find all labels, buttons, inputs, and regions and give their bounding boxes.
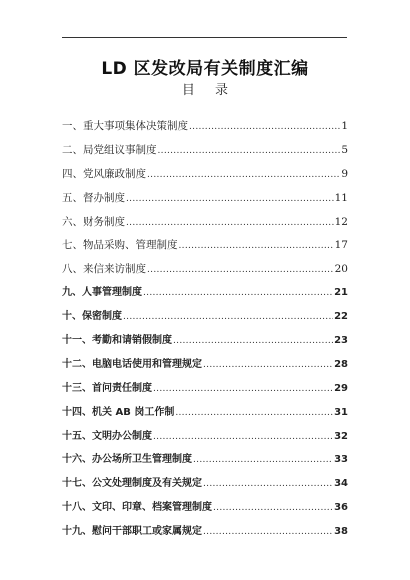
toc-entry-label: 十三、首问责任制度	[62, 382, 152, 394]
toc-entry[interactable]	[62, 452, 348, 476]
toc-entry-page: 1	[341, 120, 348, 132]
toc-entry-page: 12	[334, 215, 348, 228]
toc-entry-label: 十六、办公场所卫生管理制度	[62, 454, 192, 466]
toc-entry-label: 九、人事管理制度	[62, 287, 142, 299]
toc-leader-dots	[153, 429, 333, 445]
toc-entry-label: 十五、文明办公制度	[62, 430, 152, 442]
toc-entry-page: 36	[334, 502, 348, 514]
toc-leader-dots	[175, 405, 333, 421]
toc-entry-page: 21	[334, 287, 348, 299]
toc-leader-dots	[143, 285, 333, 301]
toc-entry[interactable]	[62, 429, 348, 453]
toc-leader-dots	[173, 333, 333, 349]
toc-leader-dots	[126, 191, 334, 207]
toc-entry[interactable]	[62, 524, 348, 548]
toc-entry-page: 11	[334, 191, 348, 204]
toc-leader-dots	[203, 524, 333, 540]
toc-entry[interactable]	[62, 309, 348, 333]
toc-entry[interactable]	[62, 261, 348, 285]
toc-entry-label: 十七、公文处理制度及有关规定	[62, 478, 202, 490]
toc-leader-dots	[147, 167, 340, 183]
toc-entry-page: 29	[334, 382, 348, 394]
toc-leader-dots	[179, 238, 334, 254]
toc-entry-page: 20	[334, 263, 348, 276]
toc-entry-label: 十、保密制度	[62, 311, 122, 323]
toc-entry[interactable]	[62, 405, 348, 429]
toc-leader-dots	[158, 143, 341, 159]
toc-entry[interactable]	[62, 357, 348, 381]
toc-entry[interactable]	[62, 190, 348, 214]
toc-entry-page: 31	[334, 406, 348, 418]
toc-entry-label: 十八、文印、印章、档案管理制度	[62, 502, 212, 514]
toc-leader-dots	[123, 309, 333, 325]
toc-entry-page: 28	[334, 358, 348, 370]
toc-entry[interactable]	[62, 142, 348, 166]
toc-entry-page: 9	[341, 167, 348, 180]
toc-entry-page: 34	[334, 478, 348, 490]
toc-leader-dots	[147, 262, 334, 278]
toc-entry-label: 六、财务制度	[62, 215, 125, 228]
toc-leader-dots	[203, 357, 333, 373]
toc-entry-page: 32	[334, 430, 348, 442]
toc-entry-label: 十一、考勤和请销假制度	[62, 335, 172, 347]
toc-entry[interactable]	[62, 166, 348, 190]
toc-entry-page: 17	[334, 239, 348, 252]
toc-entry-label: 七、物品采购、管理制度	[62, 239, 178, 252]
toc-entry-page: 5	[341, 143, 348, 156]
toc-entry-page: 23	[334, 335, 348, 347]
toc-entry-label: 二、局党组议事制度	[62, 143, 157, 156]
toc-leader-dots	[126, 215, 334, 231]
table-of-contents	[62, 118, 348, 548]
toc-leader-dots	[153, 381, 333, 397]
toc-entry[interactable]	[62, 214, 348, 238]
toc-entry[interactable]	[62, 118, 348, 142]
toc-entry-label: 八、来信来访制度	[62, 263, 146, 276]
toc-entry[interactable]	[62, 333, 348, 357]
toc-entry-label: 十四、机关 AB 岗工作制	[62, 406, 175, 418]
toc-entry[interactable]	[62, 285, 348, 309]
toc-entry[interactable]	[62, 237, 348, 261]
toc-leader-dots	[213, 500, 333, 516]
toc-entry-label: 一、重大事项集体决策制度	[62, 120, 188, 132]
toc-heading: 目 录	[181, 83, 237, 98]
toc-entry-page: 33	[334, 454, 348, 466]
toc-entry-label: 五、督办制度	[62, 191, 125, 204]
toc-entry-label: 十九、慰问干部职工或家属规定	[62, 526, 202, 538]
toc-entry[interactable]	[62, 381, 348, 405]
toc-entry[interactable]	[62, 500, 348, 524]
toc-leader-dots	[203, 476, 333, 492]
toc-leader-dots	[189, 119, 340, 135]
toc-entry-label: 四、党风廉政制度	[62, 167, 146, 180]
toc-entry-label: 十二、电脑电话使用和管理规定	[62, 358, 202, 370]
toc-entry[interactable]	[62, 476, 348, 500]
toc-leader-dots	[193, 452, 333, 468]
document-title: LD 区发改局有关制度汇编	[101, 59, 309, 79]
toc-entry-page: 38	[334, 526, 348, 538]
toc-entry-page: 22	[334, 311, 348, 323]
header-rule	[62, 37, 347, 38]
